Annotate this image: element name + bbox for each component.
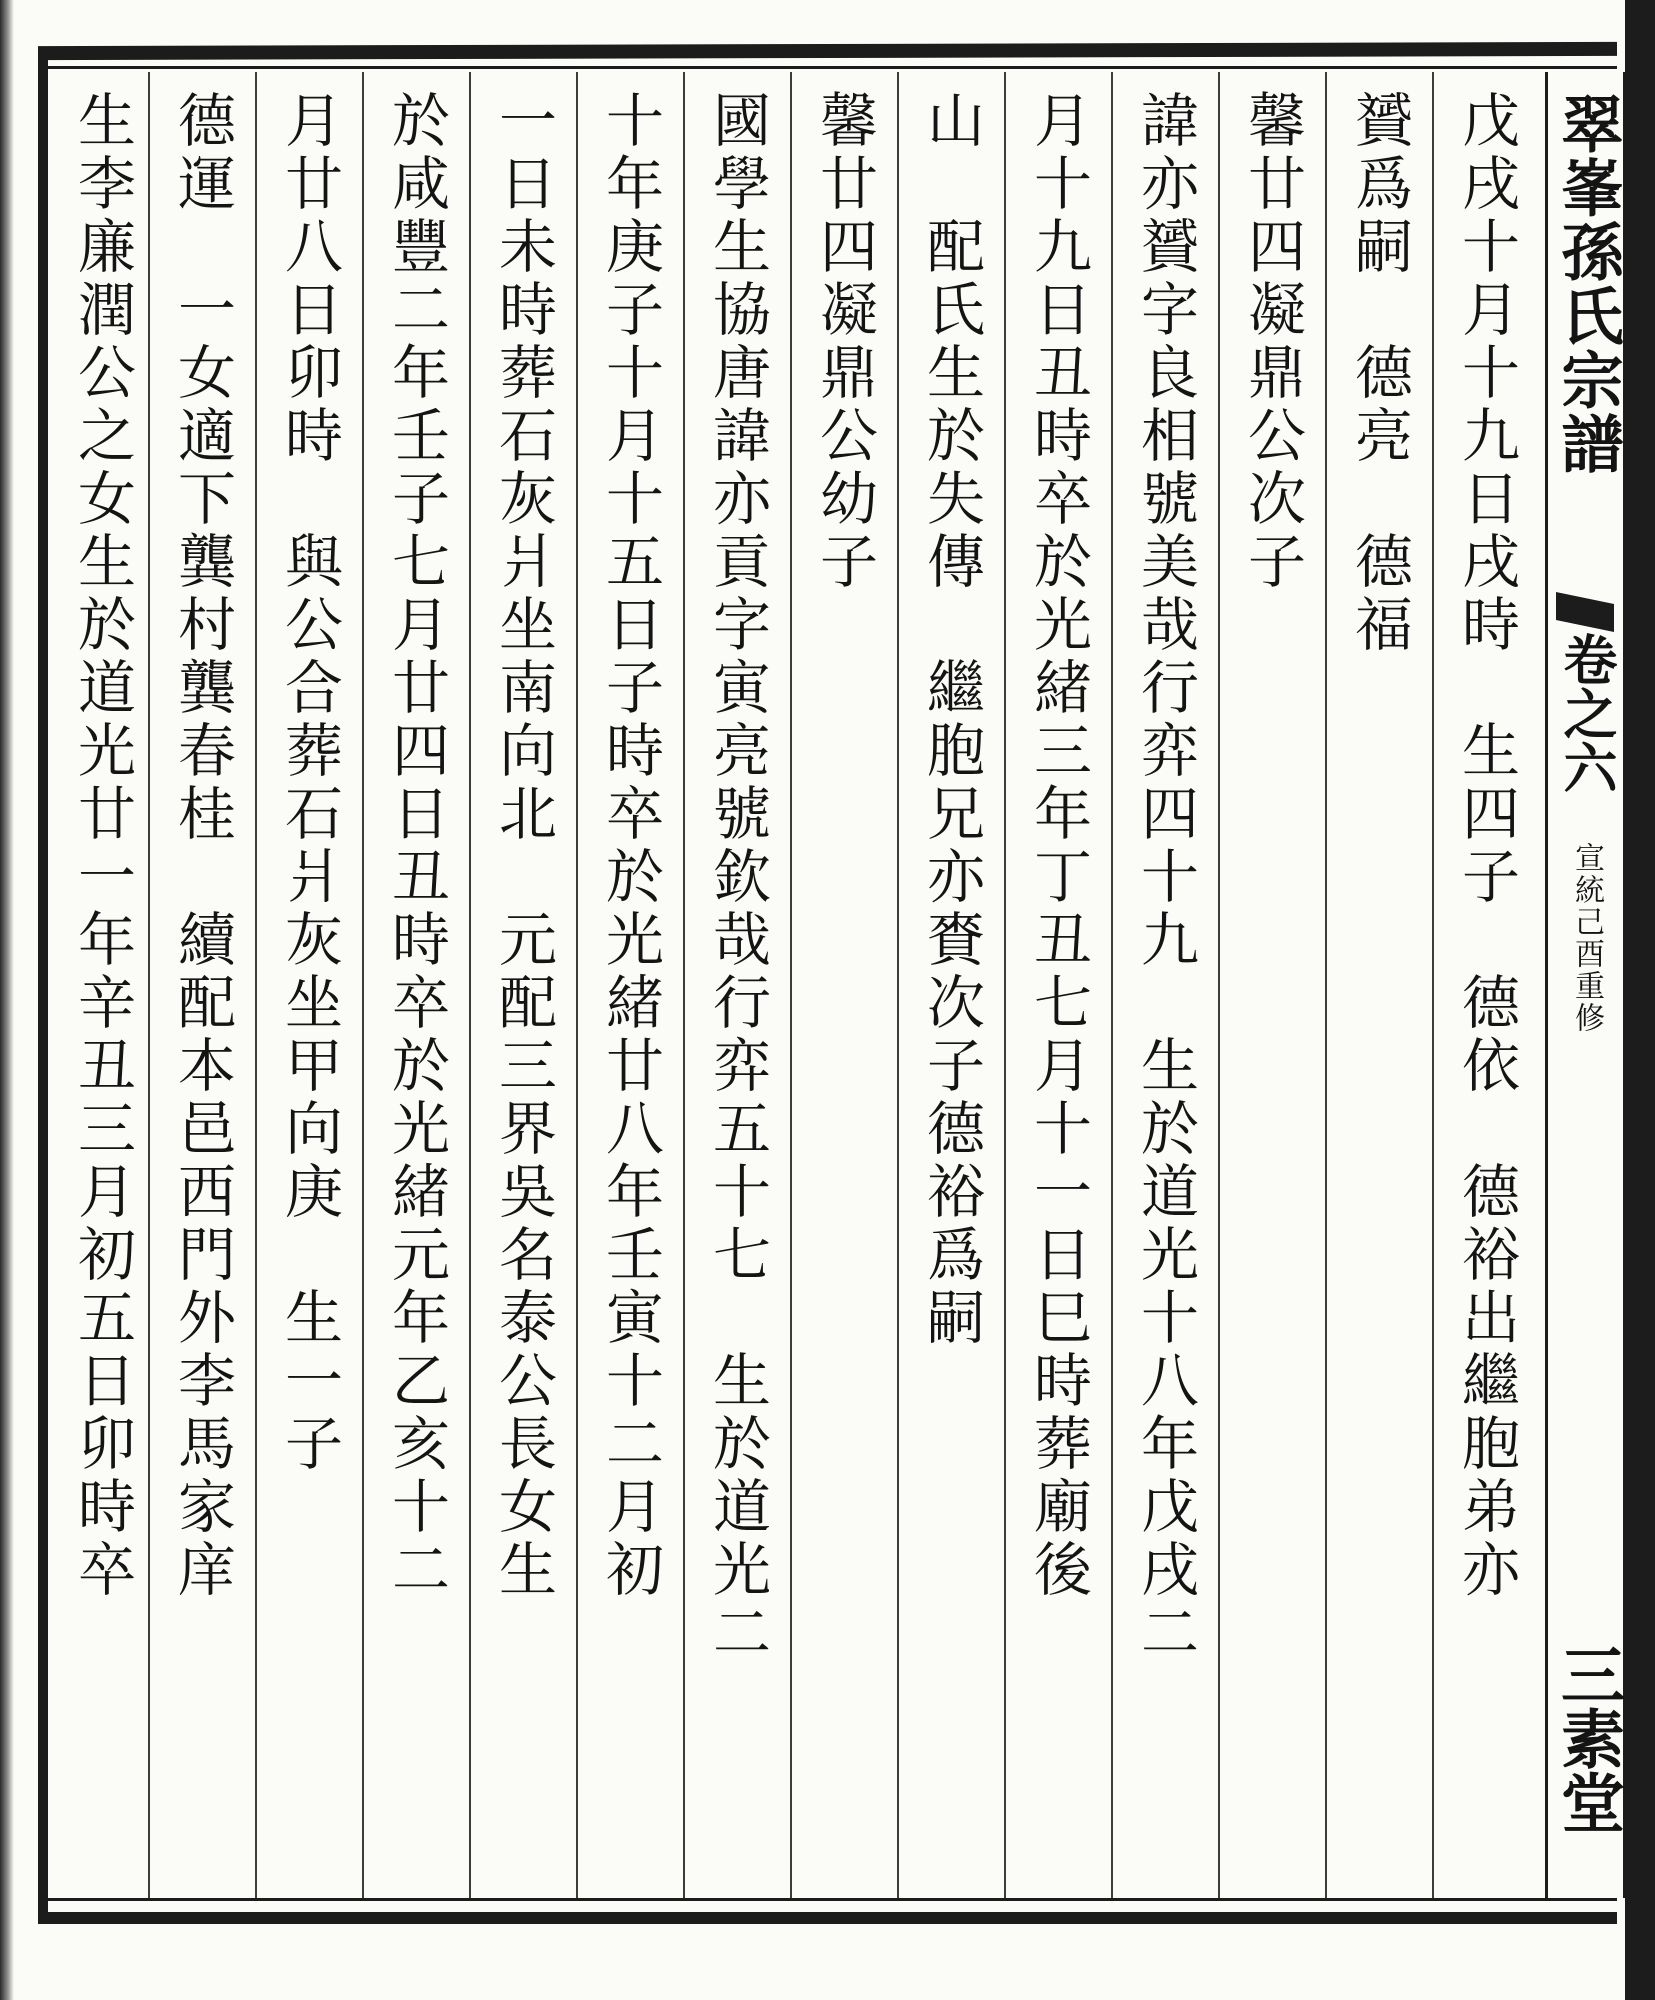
text-column-11: 於咸豐二年壬子七月廿四日丑時卒於光緒元年乙亥十二 bbox=[382, 90, 450, 1602]
text-column-4: 諱亦贇字良相號美哉行弈四十九 生於道光十八年戊戌二 bbox=[1131, 90, 1199, 1665]
text-column-3: 馨廿四凝鼎公次子 bbox=[1238, 90, 1306, 594]
fishtail-mark bbox=[1556, 592, 1614, 632]
text-column-7: 馨廿四凝鼎公幼子 bbox=[810, 90, 878, 594]
text-column-5: 月十九日丑時卒於光緒三年丁丑七月十一日巳時葬廟後 bbox=[1024, 90, 1092, 1602]
column-divider bbox=[1218, 72, 1220, 1898]
text-column-10: 一日未時葬石灰爿坐南向北 元配三界吳名泰公長女生 bbox=[489, 90, 557, 1602]
bottom-border bbox=[38, 1912, 1617, 1924]
text-column-14: 生李廉潤公之女生於道光廿一年辛丑三月初五日卯時卒 bbox=[68, 90, 136, 1602]
book-edge-right bbox=[1625, 0, 1655, 2000]
left-border bbox=[38, 52, 48, 1922]
book-edge-left bbox=[0, 0, 14, 2000]
edition-note: 宣統己酉重修 bbox=[1569, 842, 1604, 1034]
genealogy-title: 翠峯孫氏宗譜 bbox=[1551, 92, 1624, 476]
column-divider bbox=[1111, 72, 1113, 1898]
column-divider bbox=[897, 72, 899, 1898]
text-column-12: 月廿八日卯時 與公合葬石爿灰坐甲向庚 生一子 bbox=[275, 90, 343, 1476]
column-divider bbox=[790, 72, 792, 1898]
top-border bbox=[38, 42, 1617, 60]
text-column-2: 贇爲嗣 德亮 德福 bbox=[1345, 90, 1413, 657]
text-column-1: 戊戌十月十九日戌時 生四子 德依 德裕出繼胞弟亦 bbox=[1452, 90, 1520, 1602]
bottom-border-inner bbox=[38, 1898, 1617, 1901]
column-divider bbox=[1432, 72, 1434, 1898]
column-divider bbox=[255, 72, 257, 1898]
column-divider bbox=[1004, 72, 1006, 1898]
top-border-inner bbox=[38, 66, 1617, 69]
column-divider bbox=[362, 72, 364, 1898]
book-gutter bbox=[1545, 72, 1626, 1898]
column-divider bbox=[683, 72, 685, 1898]
volume-label: 卷之六 bbox=[1555, 632, 1619, 794]
text-column-8: 國學生協唐諱亦貢字寅亮號欽哉行弈五十七 生於道光二 bbox=[703, 90, 771, 1665]
text-column-6: 山 配氏生於失傳 繼胞兄亦賚次子德裕爲嗣 bbox=[917, 90, 985, 1350]
text-column-13: 德運 一女適下龔村龔春桂 續配本邑西門外李馬家庠 bbox=[168, 90, 236, 1602]
text-column-9: 十年庚子十月十五日子時卒於光緒廿八年壬寅十二月初 bbox=[596, 90, 664, 1602]
hall-name: 三素堂 bbox=[1550, 1642, 1625, 1834]
column-divider bbox=[576, 72, 578, 1898]
column-divider bbox=[1325, 72, 1327, 1898]
column-divider bbox=[469, 72, 471, 1898]
